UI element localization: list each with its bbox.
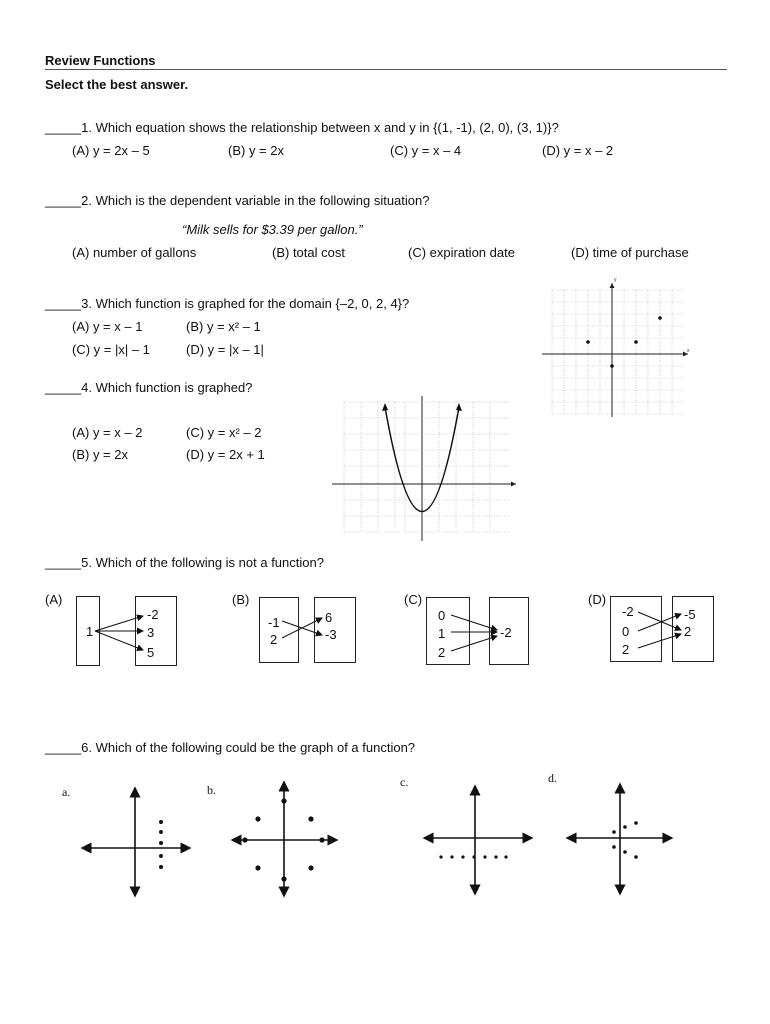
q2-option-b: (B) total cost (272, 245, 345, 260)
instructions: Select the best answer. (45, 77, 189, 92)
q1-option-a: (A) y = 2x – 5 (72, 143, 150, 158)
q5-mapping-arrows (0, 590, 770, 670)
svg-text:x: x (687, 348, 690, 354)
q4-option-d: (D) y = 2x + 1 (186, 447, 265, 462)
svg-text:y: y (614, 277, 617, 283)
q2-quote: “Milk sells for $3.39 per gallon.” (182, 222, 363, 237)
q5-d-domain-value: 2 (622, 642, 630, 657)
q1-option-d: (D) y = x – 2 (542, 143, 614, 158)
q1-option-c: (C) y = x – 4 (390, 143, 462, 158)
q6-label-b: b. (207, 783, 216, 797)
q3-option-a: (A) y = x – 1 (72, 319, 143, 334)
q6-graphs (0, 770, 770, 910)
q5-mapping-c-label: (C) (404, 592, 423, 607)
q4-option-c: (C) y = x² – 2 (186, 425, 262, 440)
q5-a-range-value: 5 (147, 645, 155, 660)
q2-option-c: (C) expiration date (408, 245, 515, 260)
q3-option-d: (D) y = |x – 1| (186, 342, 264, 357)
q1-option-b: (B) y = 2x (228, 143, 284, 158)
page-title: Review Functions (45, 53, 156, 68)
question-3: _____3. Which function is graphed for the domain {–2, 0, 2, 4}? (45, 296, 410, 311)
q5-mapping-b-label: (B) (232, 592, 250, 607)
q5-d-domain-value: -2 (622, 604, 634, 619)
q5-c-domain-value: 0 (438, 608, 446, 623)
q5-d-domain-value: 0 (622, 624, 630, 639)
q5-c-range-value: -2 (500, 625, 512, 640)
question-1: _____1. Which equation shows the relationship between x and y in {(1, -1), (2, 0), (3, 1)}? (45, 120, 559, 135)
question-6: _____6. Which of the following could be the graph of a function? (45, 740, 416, 755)
q5-b-domain-value: 2 (270, 632, 278, 647)
q6-label-d: d. (548, 771, 557, 785)
q2-option-a: (A) number of gallons (72, 245, 197, 260)
q2-option-d: (D) time of purchase (571, 245, 689, 260)
question-2: _____2. Which is the dependent variable in the following situation? (45, 193, 430, 208)
q3-option-c: (C) y = |x| – 1 (72, 342, 150, 357)
q5-mapping-d-label: (D) (588, 592, 607, 607)
q5-c-domain-value: 1 (438, 626, 446, 641)
q6-label-a: a. (62, 785, 71, 799)
q5-mapping-a-label: (A) (45, 592, 63, 607)
q4-option-b: (B) y = 2x (72, 447, 128, 462)
q3-option-b: (B) y = x² – 1 (186, 319, 261, 334)
q5-d-range-value: 2 (684, 624, 692, 639)
q4-option-a: (A) y = x – 2 (72, 425, 143, 440)
q5-d-range-value: -5 (684, 607, 696, 622)
header-rule (45, 69, 727, 70)
q5-a-range-value: 3 (147, 625, 155, 640)
q6-label-c: c. (400, 775, 409, 789)
q5-b-range-value: -3 (325, 627, 337, 642)
q5-b-range-value: 6 (325, 610, 333, 625)
q5-c-domain-value: 2 (438, 645, 446, 660)
q4-graph (328, 393, 518, 543)
q3-graph (538, 275, 693, 420)
q5-b-domain-value: -1 (268, 615, 280, 630)
q5-a-range-value: -2 (147, 607, 159, 622)
q5-a-domain-value: 1 (86, 624, 94, 639)
question-4: _____4. Which function is graphed? (45, 380, 253, 395)
question-5: _____5. Which of the following is not a function? (45, 555, 324, 570)
